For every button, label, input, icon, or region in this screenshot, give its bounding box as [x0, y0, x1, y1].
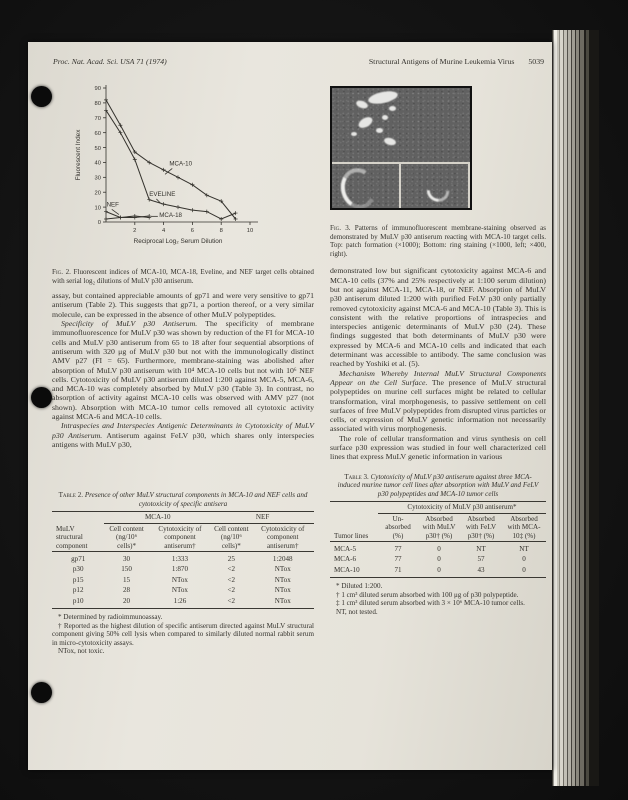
table2-subheader: Cell content (ng/10⁶ cells)* [211, 523, 251, 551]
paragraph [52, 421, 314, 449]
svg-text:10: 10 [246, 228, 254, 234]
svg-text:20: 20 [94, 190, 101, 197]
table3-subheader: Un- absorbed (%) [378, 513, 418, 541]
footnote: NT, not tested. [336, 607, 378, 616]
table2-title-text: Presence of other MuLV structural components in MCA-10 and NEF cells and cytotoxicity of specific antisera [84, 491, 308, 508]
cell: <2 [227, 586, 236, 595]
cell: gp71 [71, 555, 86, 564]
table-row [52, 552, 314, 565]
svg-text:70: 70 [94, 115, 101, 122]
table2-subheader: Cell content (ng/10⁶ cells)* [104, 523, 148, 551]
cell: 77 [394, 545, 402, 554]
table-row [52, 585, 314, 595]
cell: 77 [394, 555, 402, 564]
svg-text:30: 30 [94, 175, 101, 182]
paragraph-text: The role of cellular transformation and virus synthesis on cell surface p30 expression was studied in four well characterized cell lines that express MuLV genetic information in various [330, 433, 546, 462]
cell: 150 [121, 565, 132, 574]
left-column [52, 78, 314, 656]
journal-page [28, 42, 552, 770]
hole-punch-top [31, 86, 52, 107]
running-title: Structural Antigens of Murine Leukemia Virus [368, 57, 515, 66]
fig3-top-panel [332, 88, 470, 162]
footnote: * Diluted 1:200. [336, 582, 383, 591]
paragraph [52, 319, 314, 421]
cell: 57 [477, 555, 485, 564]
footnote: † Reported as the highest dilution of specific antiserum directed against MuLV structural component giving 50% cell lysis when compared to similarly diluted normal rabbit serum in micro-cytotoxicity assays. [52, 621, 314, 647]
svg-text:2: 2 [133, 228, 137, 234]
table3-group-row [330, 502, 546, 513]
cell: NTox [274, 565, 291, 574]
paragraph-lead: Intraspecies and Interspecies Antigenic Determinants in Cytotoxicity of MuLV p30 Antiserum. [52, 421, 314, 440]
cell: NTox [274, 586, 291, 595]
cell: MCA-5 [334, 545, 357, 554]
journal-citation: Proc. Nat. Acad. Sci. USA 71 (1974) [53, 57, 167, 66]
svg-text:80: 80 [94, 101, 101, 108]
svg-text:50: 50 [94, 145, 101, 152]
cell: 15 [123, 575, 131, 584]
paragraph-text: The specificity of membrane immunofluorescence for MuLV p30 was shown by reduction of the FI for MCA-10 cells and MuLV p30 antiserum from 65 to 18 after four sequential absorptions of antiserum with 320 μg of MuLV p30 but not with the immunologically distinct AMV p27 (FI = 65). Furthermore, membrane-staining was abolished after absorption of MuLV p30 antiserum with 10⁴ MCA-10 cells but not with 10⁶ NEF cells. Cytotoxicity of MuLV p30 antiserum diluted 1:200 against MCA-5, MCA-6, and MCA-10 was completely absorbed by MuLV p30 (Table 3). In contrast, no absorption of activity against MCA-10 cells was observed with AMV p27 (not shown). Absorption with MCA-10 tumor cells removed all cytotoxic activity against MCA-6 and MCA-10 cells. [52, 319, 315, 422]
cell: p12 [72, 586, 84, 595]
table2-footnotes [52, 613, 314, 656]
svg-text:90: 90 [94, 86, 101, 93]
cell: <2 [211, 596, 251, 609]
svg-text:4: 4 [161, 228, 166, 234]
cell: p10 [52, 596, 104, 609]
cell: <2 [227, 565, 236, 574]
table2 [52, 511, 314, 609]
fig3-caption-text: Patterns of immunofluorescent membrane-staining observed as demonstrated by MuLV p30 antiserum reacting with MCA-10 target cells. Top: patch formation (×1000); Bottom: ring staining (×1000, left; ×400, right). [330, 224, 546, 258]
svg-text:6: 6 [190, 228, 195, 234]
cell: NT [476, 545, 486, 554]
cell: 0 [522, 555, 526, 564]
table2-col1-header: MuLV structural component [52, 523, 104, 551]
table3-block [330, 473, 546, 617]
fig3-image [330, 86, 472, 210]
fig3-caption [330, 224, 546, 258]
fig2-figure [64, 78, 314, 263]
ring-staining-crescent [422, 175, 454, 207]
cell: MCA-10 [330, 565, 378, 578]
footnote: NTox, not toxic. [58, 647, 105, 656]
cell: <2 [227, 575, 236, 584]
fluorescence-patch [382, 115, 388, 120]
fluorescence-patch [367, 89, 399, 106]
fig2-chart [64, 78, 274, 258]
table3-col1-header: Tumor lines [330, 513, 378, 541]
table-row [330, 542, 546, 555]
svg-text:8: 8 [219, 228, 223, 234]
running-header [369, 57, 544, 66]
table2-group-row [52, 512, 314, 523]
paragraph-text: Antiserum against FeLV p30, which shares only interspecies antigens with MuLV p30, [52, 430, 314, 449]
fluorescence-patch [389, 106, 396, 111]
table2-header-row [52, 523, 314, 551]
table2-block [52, 491, 314, 655]
table-row [52, 596, 314, 609]
cell: p15 [72, 575, 84, 584]
paragraph-lead: Specificity of MuLV p30 Antiserum. [61, 319, 198, 329]
table3-subheader: Absorbed with MuLV p30† (%) [418, 513, 460, 541]
svg-text:MCA-10: MCA-10 [169, 160, 193, 168]
paragraph [330, 266, 546, 368]
table2-subheader: Cytotoxicity of component antiserum† [149, 523, 211, 551]
table-row [330, 565, 546, 578]
cell: 0 [437, 555, 441, 564]
table3-label: Table 3. [344, 472, 369, 481]
cell: NTox [274, 575, 291, 584]
footnote: † 1 cm³ diluted serum absorbed with 100 μg of p30 polypeptide. [336, 590, 519, 599]
table-row [52, 575, 314, 585]
cell: 0 [418, 565, 460, 578]
table-row [52, 564, 314, 574]
paragraph [52, 291, 314, 319]
svg-text:0: 0 [97, 220, 101, 227]
paragraph-lead: Mechanism Whereby Internal MuLV Structural Components Appear on the Cell Surface. [330, 368, 546, 387]
fig3-bottom-row [332, 164, 470, 208]
paragraph-text: The presence of MuLV structural polypeptides on murine cell surfaces might be related to cellular transformation, viral morphogenesis, to passive settlement on cell surfaces of free MuLV polypeptides from disrupted virus particles or cells, or expression of MuLV genetic information not necessarily associated with virus morphogenesis. [330, 377, 546, 434]
fig3-bottom-right-panel [401, 164, 468, 208]
cell: 0 [437, 545, 441, 554]
fluorescence-patch [357, 115, 374, 130]
table2-group-mca10: MCA-10 [104, 512, 211, 523]
cell: 30 [123, 555, 131, 564]
fluorescence-patch [376, 128, 383, 133]
hole-punch-middle [31, 387, 52, 408]
cell: 1:870 [171, 565, 189, 574]
table3-title [336, 473, 540, 499]
fig2-caption [52, 268, 314, 285]
table2-title [58, 491, 308, 508]
cell: 71 [378, 565, 418, 578]
table3-group-header: Cytotoxicity of MuLV p30 antiserum* [378, 502, 546, 513]
paragraph [330, 434, 546, 462]
table3-header-row [330, 513, 546, 541]
svg-text:60: 60 [94, 130, 101, 137]
svg-text:40: 40 [94, 160, 101, 167]
cell: 1:26 [149, 596, 211, 609]
fig2-caption-text: Fluorescent indices of MCA-10, MCA-18, Eveline, and NEF target cells obtained with serial log₂ dilutions of MuLV p30 antiserum. [52, 268, 314, 285]
svg-text:MCA-18: MCA-18 [159, 212, 182, 220]
cell: 1:333 [171, 555, 189, 564]
paragraph [330, 369, 546, 434]
fluorescence-patch [351, 132, 357, 136]
cell: 28 [123, 586, 131, 595]
table3-footnotes [330, 582, 546, 616]
fluorescence-patch [355, 99, 369, 110]
footnote: * Determined by radioimmunoassay. [58, 613, 163, 622]
cell: NT [519, 545, 529, 554]
table2-group-nef: NEF [211, 512, 314, 523]
table-row [330, 554, 546, 564]
svg-text:Reciprocal Log₂ Serum Dilution: Reciprocal Log₂ Serum Dilution [133, 238, 223, 245]
page-stack-edge [552, 30, 599, 786]
fig3-bottom-left-panel [332, 164, 399, 208]
fluorescence-patch [383, 137, 396, 147]
table3-subheader: Absorbed with MCA-10‡ (%) [502, 513, 546, 541]
cell: p30 [72, 565, 84, 574]
table2-label: Table 2. [58, 491, 84, 500]
svg-text:10: 10 [94, 205, 101, 212]
svg-text:Fluorescent Index: Fluorescent Index [75, 129, 82, 181]
cell: 20 [104, 596, 148, 609]
page-number: 5039 [528, 57, 544, 66]
table2-subheader: Cytotoxicity of component antiserum† [251, 523, 314, 551]
table3 [330, 501, 546, 578]
cell: 0 [502, 565, 546, 578]
cell: MCA-6 [334, 555, 357, 564]
svg-text:NEF: NEF [106, 201, 119, 209]
footnote: ‡ 1 cm³ diluted serum absorbed with 3 × 10⁶ MCA-10 tumor cells. [336, 599, 525, 608]
table3-subheader: Absorbed with FeLV p30† (%) [460, 513, 502, 541]
cell: 1:2048 [272, 555, 293, 564]
cell: NTox [171, 575, 188, 584]
fig2-caption-label: Fig. 2. [52, 268, 71, 276]
paragraph-text: demonstrated low but significant cytotoxicity against MCA-6 and MCA-10 cells (37% and 25% respectively at 1:100 serum dilution) but not against MCA-11, MCA-18, or NEF. Absorption of MuLV p30 antiserum diluted 1:200 with purified FeLV p30 only partially removed cytotoxicity against MCA-6 and MCA-10 (Table 3). This is consistent with the relative proportions of intraspecies and interspecies antigenic determinants of MuLV p30 (24). These findings suggested that both determinants of MuLV p30 were expressed by MCA-6 and MCA-10 cells and indicated that each determinant was accessible to antibody. The same conclusion was reached by Yoshiki et al. (5). [330, 266, 546, 369]
right-column [330, 86, 546, 616]
cell: 43 [460, 565, 502, 578]
cell: NTox [171, 586, 188, 595]
ring-staining-crescent [337, 164, 381, 208]
svg-text:EVELINE: EVELINE [149, 190, 176, 198]
hole-punch-bottom [31, 682, 52, 703]
paragraph-text: assay, but contained appreciable amounts of gp71 and were very sensitive to gp71 antiserum (Table 2). This suggests that gp71, a portion thereof, or a very similar molecule, can be expressed in the absence of other MuLV polypeptides. [52, 291, 314, 319]
table3-title-text: Cytotoxicity of MuLV p30 antiserum against three MCA-induced murine tumor cell lines after absorption with MuLV and FeLV p30 polypeptides and MCA-10 tumor cells [337, 472, 539, 498]
cell: NTox [251, 596, 314, 609]
fig3-caption-label: Fig. 3. [330, 224, 351, 232]
cell: 25 [227, 555, 235, 564]
